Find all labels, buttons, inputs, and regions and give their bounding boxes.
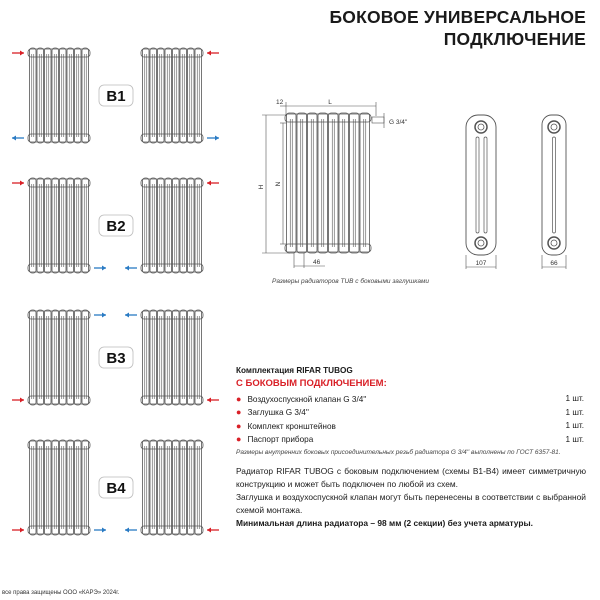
kit-item-qty: 1 шт. <box>565 394 584 404</box>
radiator-B3-left <box>28 310 90 405</box>
copyright: все права защищены ООО «КАРЭ» 2024г. <box>2 590 120 596</box>
kit-heading: Комплектация RIFAR TUBOG <box>236 366 353 375</box>
arrow-supply-icon <box>12 181 24 186</box>
description <box>236 465 586 530</box>
arrow-supply-icon <box>12 398 24 403</box>
bullet-icon: ● <box>236 434 242 445</box>
dim-offset: 12 <box>276 99 284 106</box>
side-view-3col <box>466 115 496 255</box>
kit-item-qty: 1 шт. <box>565 434 584 444</box>
svg-text:B3: B3 <box>106 350 126 367</box>
kit-item <box>236 433 584 447</box>
dim-thread: G 3/4'' <box>389 119 408 126</box>
radiator-B1-right <box>141 48 203 143</box>
scheme-label-B3 <box>99 347 133 368</box>
radiator-B4-right <box>141 440 203 535</box>
kit-subheading: С БОКОВЫМ ПОДКЛЮЧЕНИЕМ: <box>236 378 387 389</box>
title-line-2: ПОДКЛЮЧЕНИЕ <box>443 29 586 49</box>
radiator-B1-left <box>28 48 90 143</box>
scheme-label-B2 <box>99 215 133 236</box>
description-p3: Минимальная длина радиатора – 98 мм (2 секции) без учета арматуры. <box>236 518 533 528</box>
bullet-icon: ● <box>236 420 242 431</box>
kit-item-name: Паспорт прибора <box>247 435 314 445</box>
radiator-front-view <box>285 113 371 253</box>
kit-item-qty: 1 шт. <box>565 421 584 431</box>
arrow-supply-icon <box>207 398 219 403</box>
svg-text:B4: B4 <box>106 480 126 497</box>
side-view-2col <box>542 115 566 255</box>
arrow-supply-icon <box>12 51 24 56</box>
description-p1: Радиатор RIFAR TUBOG с боковым подключением (схемы B1-B4) имеет симметричную конструкцию и может быть подключен по любой из схем. <box>236 466 586 489</box>
dim-length: L <box>328 99 332 106</box>
arrow-supply-icon <box>207 51 219 56</box>
kit-item-name: Заглушка G 3/4'' <box>247 408 309 418</box>
dim-height: H <box>258 184 265 190</box>
arrow-return-icon <box>94 313 106 318</box>
kit-item-name: Комплект кронштейнов <box>247 421 336 431</box>
description-p2: Заглушка и воздухоспускной клапан могут быть перенесены в соответствии с выбранной схемой монтажа. <box>236 492 586 515</box>
dim-depth_3col: 107 <box>475 260 487 267</box>
scheme-label-B1 <box>99 85 133 106</box>
radiator-B3-right <box>141 310 203 405</box>
title-line-1: БОКОВОЕ УНИВЕРСАЛЬНОЕ <box>329 7 586 27</box>
arrow-return-icon <box>125 528 137 533</box>
arrow-return-icon <box>94 528 106 533</box>
kit-item <box>236 392 584 406</box>
radiator-B4-left <box>28 440 90 535</box>
kit-item <box>236 419 584 433</box>
dimensions-caption: Размеры радиаторов TUB с боковыми заглушками <box>272 278 430 285</box>
arrow-return-icon <box>125 313 137 318</box>
arrow-supply-icon <box>12 528 24 533</box>
kit-item-qty: 1 шт. <box>565 407 584 417</box>
dim-section_pitch: 46 <box>313 259 321 266</box>
radiator-B2-right <box>141 178 203 273</box>
arrow-return-icon <box>207 136 219 141</box>
bullet-icon: ● <box>236 393 242 404</box>
kit-section <box>236 366 584 456</box>
arrow-return-icon <box>94 266 106 271</box>
kit-item <box>236 406 584 420</box>
arrow-return-icon <box>125 266 137 271</box>
radiator-B2-left <box>28 178 90 273</box>
dim-center_distance: N <box>275 181 282 187</box>
arrow-return-icon <box>12 136 24 141</box>
arrow-supply-icon <box>207 181 219 186</box>
bullet-icon: ● <box>236 407 242 418</box>
svg-text:B1: B1 <box>106 88 126 105</box>
svg-text:B2: B2 <box>106 218 126 235</box>
scheme-label-B4 <box>99 477 133 498</box>
kit-item-name: Воздухоспускной клапан G 3/4'' <box>247 394 367 404</box>
arrow-supply-icon <box>207 528 219 533</box>
kit-note: Размеры внутренних боковых присоединительных резьб радиатора G 3/4'' выполнены по ГОСТ 6357-81. <box>236 449 561 456</box>
dim-depth_2col: 66 <box>550 260 558 267</box>
